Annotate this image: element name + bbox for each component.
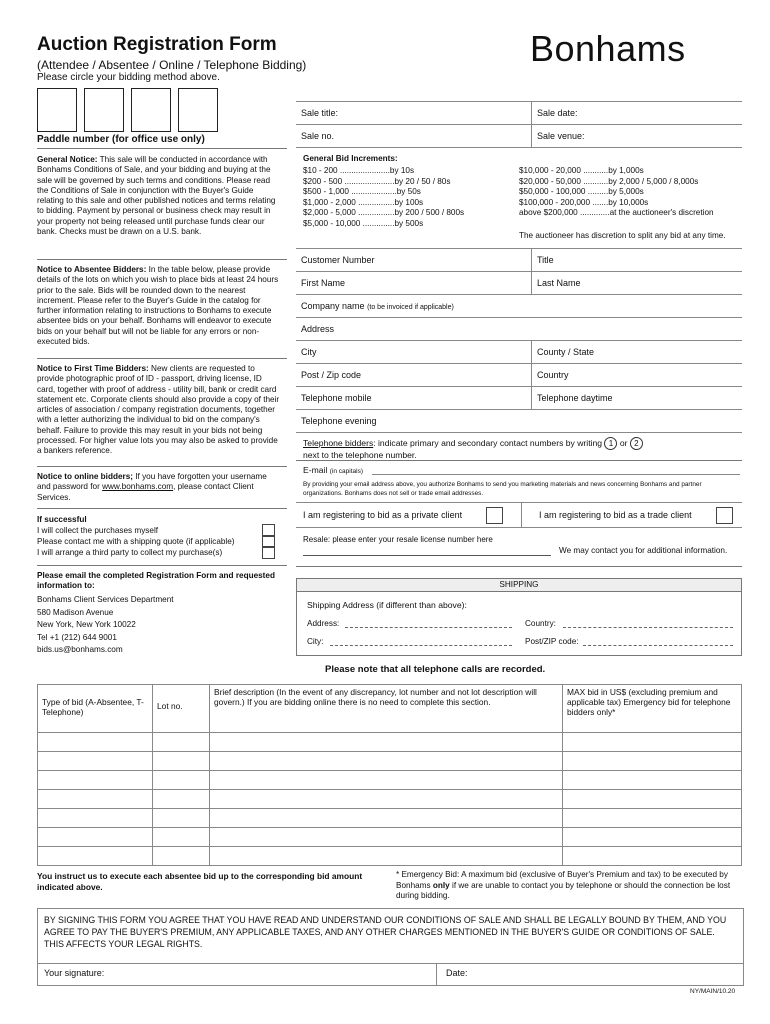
increments-right — [519, 166, 714, 219]
telephone-daytime-field[interactable]: Telephone daytime — [532, 387, 743, 410]
online-notice-text: If you have forgotten your username and password for — [37, 472, 267, 492]
form-subtitle: (Attendee / Absentee / Online / Telephone Bidding) — [37, 58, 307, 72]
sale-info-table — [296, 101, 742, 148]
shipping-address-input[interactable] — [345, 627, 512, 628]
bid-row — [38, 771, 742, 790]
paddle-label: Paddle number (for office use only) — [37, 134, 205, 145]
increment-row: $2,000 - 5,000 ................by 200 / 500 / 800s — [303, 208, 465, 218]
description-cell[interactable] — [210, 809, 563, 828]
divider — [296, 566, 742, 567]
max-bid-cell[interactable] — [563, 828, 742, 847]
shipping-postzip-label: Post/ZIP code: — [525, 637, 579, 646]
telephone-recorded-note: Please note that all telephone calls are recorded. — [325, 664, 546, 675]
auctioneer-discretion: The auctioneer has discretion to split any bid at any time. — [519, 231, 726, 240]
trade-client-label: I am registering to bid as a trade client — [539, 510, 692, 520]
resale-license-input[interactable] — [303, 555, 551, 556]
sale-number-field[interactable]: Sale no. — [296, 125, 532, 148]
increments-left — [303, 166, 464, 230]
shipping-country-label: Country: — [525, 619, 556, 628]
agreement-box — [37, 908, 744, 986]
bid-table — [37, 684, 742, 866]
country-field[interactable]: Country — [532, 364, 743, 387]
telephone-evening-field[interactable]: Telephone evening — [296, 410, 742, 433]
bonhams-logo: Bonhams — [530, 28, 686, 69]
telephone-mobile-field[interactable]: Telephone mobile — [296, 387, 532, 410]
max-bid-cell[interactable] — [563, 752, 742, 771]
contact-title: Please email the completed Registration Form and requested information to: — [37, 571, 275, 591]
increment-row: $5,000 - 10,000 ..............by 500s — [303, 218, 424, 228]
increment-row: above $200,000 .............at the auctioneer's discretion — [519, 208, 714, 218]
increments-title: General Bid Increments: — [303, 154, 398, 163]
contact-email-link[interactable]: bids.us@bonhams.com — [37, 645, 123, 654]
signature-label: Your signature: — [44, 968, 105, 978]
online-notice-title: Notice to online bidders; — [37, 472, 133, 481]
emergency-bid-text: * Emergency Bid: A maximum bid (exclusive of Buyer's Premium and tax) to be executed by Bonhams — [396, 870, 728, 890]
increment-row: $1,000 - 2,000 ................by 100s — [303, 197, 424, 207]
date-field[interactable] — [437, 963, 742, 985]
increment-row: $200 - 500 ......................by 20 / 50 / 80s — [303, 176, 451, 186]
online-notice-text-end: , please contact Client Services. — [37, 482, 254, 502]
if-successful-title: If successful — [37, 515, 87, 524]
shipping-header: SHIPPING — [297, 579, 741, 592]
bonhams-website-link[interactable]: www.bonhams.com — [102, 482, 174, 492]
circle-two-icon: 2 — [630, 437, 643, 450]
email-input[interactable] — [372, 474, 740, 475]
description-cell[interactable] — [210, 847, 563, 866]
company-name-note: (to be invoiced if applicable) — [367, 304, 454, 311]
last-name-field[interactable]: Last Name — [532, 272, 743, 295]
emergency-bid-note — [396, 870, 741, 902]
sale-date-field[interactable]: Sale date: — [532, 102, 743, 125]
increment-row: $10 - 200 ......................by 10s — [303, 166, 415, 175]
lot-number-cell[interactable] — [153, 733, 210, 752]
form-title: Auction Registration Form — [37, 34, 277, 55]
customer-number-field[interactable]: Customer Number — [296, 249, 532, 272]
bid-row — [38, 828, 742, 847]
description-cell[interactable] — [210, 733, 563, 752]
bid-type-header: Type of bid (A-Absentee, T-Telephone) — [38, 685, 153, 733]
online-notice — [37, 472, 282, 503]
bid-type-cell[interactable] — [38, 790, 153, 809]
increment-row: $10,000 - 20,000 ...........by 1,000s — [519, 166, 644, 175]
resale-note: We may contact you for additional information. — [559, 546, 728, 555]
paddle-digit-box[interactable] — [84, 88, 124, 132]
resale-label: Resale: please enter your resale license number here — [303, 535, 493, 544]
form-code: NY/MAIN/10.20 — [690, 988, 736, 995]
contact-line: Bonhams Client Services Department — [37, 595, 174, 604]
company-name-field[interactable] — [296, 295, 742, 318]
max-bid-cell[interactable] — [563, 733, 742, 752]
or-text: or — [619, 438, 628, 448]
city-field[interactable]: City — [296, 341, 532, 364]
contact-phone: Tel +1 (212) 644 9001 — [37, 632, 117, 642]
bid-type-cell[interactable] — [38, 733, 153, 752]
shipping-address-field-label: Address: — [307, 619, 340, 628]
increment-row: $50,000 - 100,000 .........by 5,000s — [519, 187, 644, 197]
lot-number-cell[interactable] — [153, 790, 210, 809]
description-cell[interactable] — [210, 790, 563, 809]
description-cell[interactable] — [210, 752, 563, 771]
bid-row — [38, 752, 742, 771]
general-notice — [37, 155, 282, 237]
general-notice-body: This sale will be conducted in accordance with Bonhams Conditions of Sale, and your bidding and buying at the sale will be governed by such terms and conditions. Please read the Conditions of Sale in conjunction with the Buyer's Guide relating to this sale and other published notices and terms relating to bidding. Payment by personal or business check may result in your property not being released until purchase funds clear our bank. Checks must be drawn on a U.S. bank. — [37, 155, 276, 237]
bid-type-cell[interactable] — [38, 828, 153, 847]
lot-number-cell[interactable] — [153, 771, 210, 790]
private-client-checkbox[interactable] — [486, 507, 503, 524]
address-field[interactable]: Address — [296, 318, 742, 341]
paddle-digit-box[interactable] — [178, 88, 218, 132]
telephone-bidders-text-end: next to the telephone number. — [303, 450, 417, 460]
bid-type-cell[interactable] — [38, 809, 153, 828]
bid-row — [38, 733, 742, 752]
emergency-bid-text-end: if we are unable to contact you by telephone or should the connection be lost during bidding. — [396, 880, 731, 900]
shipping-city-label: City: — [307, 637, 324, 646]
first-name-field[interactable]: First Name — [296, 272, 532, 295]
email-label — [303, 465, 363, 475]
county-state-field[interactable]: County / State — [532, 341, 743, 364]
bid-type-cell[interactable] — [38, 752, 153, 771]
bid-type-cell[interactable] — [38, 847, 153, 866]
lot-number-cell[interactable] — [153, 752, 210, 771]
max-bid-cell[interactable] — [563, 847, 742, 866]
email-note: (in capitals) — [329, 468, 363, 475]
divider — [37, 508, 287, 509]
shipping-country-input[interactable] — [563, 627, 733, 628]
divider — [37, 259, 287, 260]
max-bid-cell[interactable] — [563, 790, 742, 809]
telephone-bidders-label: Telephone bidders — [303, 438, 374, 448]
first-time-notice-body: New clients are requested to provide photographic proof of ID - passport, driving license, ID card, together with proof of address - utility bill, bank or credit card statement etc. Corporate clients should also provide a copy of their articles of association / company registration documents, together with a letter authorizing the individual to bid on the company's behalf. Failure to provide this may result in your bids not being processed. For higher value lots you may also be asked to provide a bankers reference. — [37, 364, 280, 456]
first-time-notice — [37, 364, 282, 457]
lot-number-cell[interactable] — [153, 828, 210, 847]
contact-line: New York, New York 10022 — [37, 620, 136, 629]
agreement-text: BY SIGNING THIS FORM YOU AGREE THAT YOU HAVE READ AND UNDERSTAND OUR CONDITIONS OF SALE AND SHALL BE LEGALLY BOUND BY THEM, AND YOU AGREE TO PAY THE BUYER'S PREMIUM, ANY APPLICABLE TAXES, AND ANY OTHER CHARGES MENTIONED IN THE BUYER'S GUIDE OR CONDITIONS OF SALE. THIS AFFECTS YOUR LEGAL RIGHTS. — [38, 909, 743, 964]
customer-details — [296, 248, 742, 433]
circle-note: Please circle your bidding method above. — [37, 72, 220, 83]
divider — [37, 565, 287, 566]
telephone-bidders-text: : indicate primary and secondary contact numbers by writing — [373, 438, 603, 448]
contact-address — [37, 594, 174, 657]
divider — [296, 460, 742, 461]
option-third-party: I will arrange a third party to collect my purchase(s) — [37, 548, 223, 557]
title-field[interactable]: Title — [532, 249, 743, 272]
divider — [37, 466, 287, 467]
max-bid-cell[interactable] — [563, 771, 742, 790]
increment-row: $20,000 - 50,000 ...........by 2,000 / 5,000 / 8,000s — [519, 176, 699, 186]
bid-row — [38, 790, 742, 809]
company-name-label: Company name — [301, 301, 365, 311]
sale-venue-field[interactable]: Sale venue: — [532, 125, 743, 148]
increment-row: $500 - 1,000 ....................by 50s — [303, 187, 421, 197]
divider — [37, 358, 287, 359]
absentee-notice-body: In the table below, please provide details of the lots on which you wish to place bids at least 24 hours prior to the sale. Bids will be rounded down to the nearest increment. Please refer to the Buyer's Guide in the catalog for further information relating to instructions to Bonhams to execute absentee bids on your behalf. Bonhams will endeavor to execute bids on your behalf but will not be liable for any errors or non-executed bids. — [37, 265, 279, 347]
absentee-instruction: You instruct us to execute each absentee bid up to the corresponding bid amount indicated above. — [37, 871, 363, 892]
option-shipping-quote: Please contact me with a shipping quote (if applicable) — [37, 537, 235, 546]
circle-one-icon: 1 — [604, 437, 617, 450]
emergency-bid-emphasis: only — [432, 880, 450, 890]
lot-number-header: Lot no. — [153, 685, 210, 733]
description-header: Brief description (In the event of any discrepancy, lot number and not lot description will govern.) If you are bidding online there is no need to complete this section. — [210, 685, 563, 733]
lot-number-cell[interactable] — [153, 847, 210, 866]
shipping-city-input[interactable] — [330, 645, 512, 646]
bid-row — [38, 809, 742, 828]
absentee-notice-title: Notice to Absentee Bidders: — [37, 265, 147, 274]
contact-line: 580 Madison Avenue — [37, 607, 114, 617]
sale-title-field[interactable]: Sale title: — [296, 102, 532, 125]
bid-type-cell[interactable] — [38, 771, 153, 790]
telephone-bidders-note — [303, 437, 733, 461]
email-consent: By providing your email address above, you authorize Bonhams to send you marketing materials and news concerning Bonhams and partner organizations. Bonhams does not sell or trade email addresses. — [303, 481, 702, 497]
private-client-label: I am registering to bid as a private client — [303, 510, 463, 520]
max-bid-cell[interactable] — [563, 809, 742, 828]
description-cell[interactable] — [210, 771, 563, 790]
trade-client-checkbox[interactable] — [716, 507, 733, 524]
bid-row — [38, 847, 742, 866]
paddle-digit-box[interactable] — [37, 88, 77, 132]
third-party-checkbox[interactable] — [262, 546, 275, 559]
max-bid-header: MAX bid in US$ (excluding premium and applicable tax) Emergency bid for telephone bidders only* — [563, 685, 742, 733]
general-notice-title: General Notice: — [37, 155, 98, 164]
shipping-postzip-input[interactable] — [583, 645, 733, 646]
shipping-address-label: Shipping Address (if different than above): — [307, 600, 467, 610]
first-time-notice-title: Notice to First Time Bidders: — [37, 364, 149, 373]
option-collect-myself: I will collect the purchases myself — [37, 526, 159, 535]
client-type-row — [296, 502, 742, 528]
lot-number-cell[interactable] — [153, 809, 210, 828]
post-zip-field[interactable]: Post / Zip code — [296, 364, 532, 387]
paddle-digit-box[interactable] — [131, 88, 171, 132]
date-label: Date: — [446, 968, 468, 978]
description-cell[interactable] — [210, 828, 563, 847]
email-label-text: E-mail — [303, 465, 328, 475]
divider — [37, 148, 287, 149]
absentee-notice — [37, 265, 282, 347]
increment-row: $100,000 - 200,000 .......by 10,000s — [519, 197, 649, 207]
